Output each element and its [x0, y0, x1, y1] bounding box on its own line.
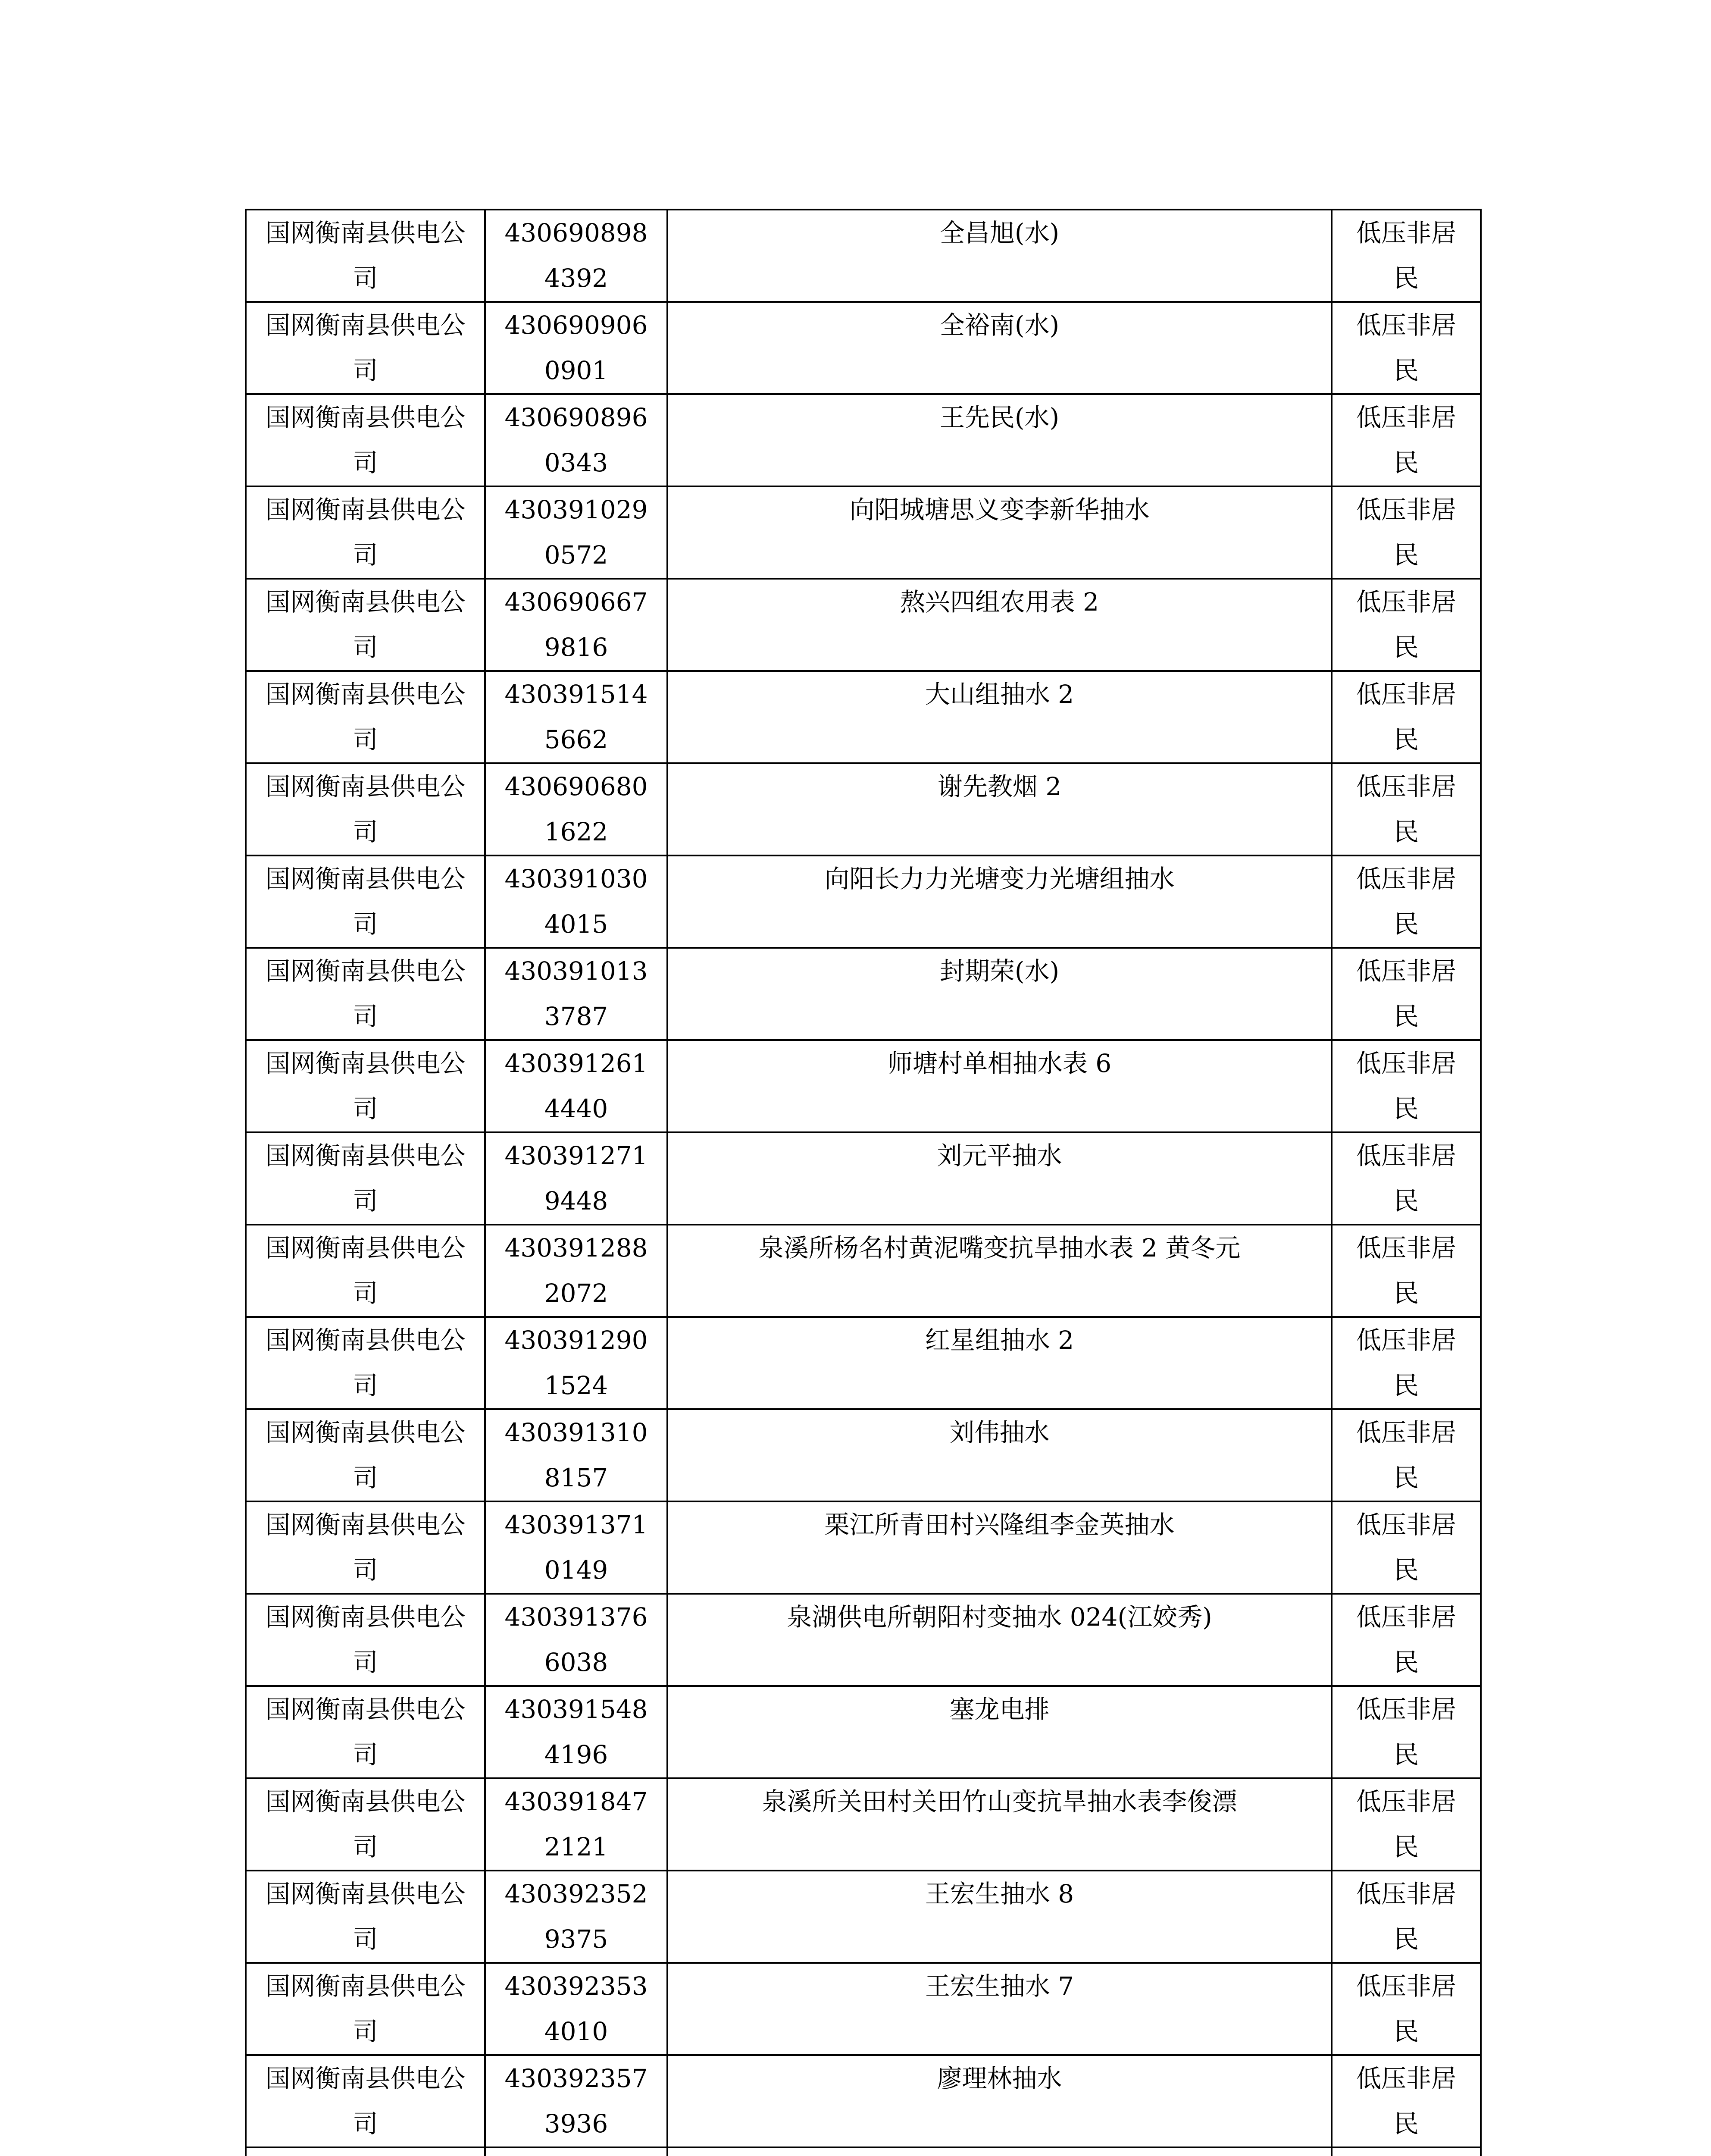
customer-name-cell-text: 泉湖供电所朝阳村变抽水 024(江姣秀)	[787, 1602, 1212, 1632]
customer-category-cell-text: 低压非居民	[1356, 495, 1456, 570]
customer-category-cell	[1332, 1594, 1481, 1686]
table-row	[246, 948, 1481, 1040]
customer-name-cell	[667, 1594, 1332, 1686]
customer-category-cell-text: 低压非居民	[1356, 1602, 1456, 1677]
company-cell	[246, 763, 485, 856]
customer-name-cell-text: 塞龙电排	[949, 1695, 1050, 1724]
account-number-cell	[485, 1132, 667, 1225]
customer-category-cell-text: 低压非居民	[1356, 1233, 1456, 1308]
company-cell	[246, 302, 485, 394]
company-cell	[246, 1963, 485, 2055]
customer-category-cell	[1332, 671, 1481, 763]
table-row	[246, 1409, 1481, 1501]
account-number-cell-text: 4306906801622	[504, 772, 648, 846]
customer-category-cell-text: 低压非居民	[1356, 310, 1456, 385]
customer-name-cell-text: 栗江所青田村兴隆组李金英抽水	[824, 1510, 1175, 1539]
account-number-cell-text: 4303912901524	[504, 1326, 648, 1400]
company-cell-text: 国网衡南县供电公司	[265, 1787, 466, 1861]
customer-category-cell	[1332, 1409, 1481, 1501]
account-number-cell	[485, 1409, 667, 1501]
customer-name-cell-text: 王宏生抽水 8	[925, 1879, 1074, 1908]
account-number-cell-text: 4303910133787	[504, 956, 648, 1031]
company-cell-text	[247, 2148, 484, 2156]
account-number-cell	[485, 763, 667, 856]
customer-category-cell	[1332, 2147, 1481, 2156]
customer-name-cell-text: 王宏生抽水 7	[925, 1971, 1074, 2001]
customer-name-cell	[667, 671, 1332, 763]
company-cell-text: 国网衡南县供电公司	[265, 680, 466, 754]
records-table	[245, 209, 1482, 2156]
company-cell	[246, 1594, 485, 1686]
customer-name-cell-text: 全昌旭(水)	[939, 218, 1060, 248]
customer-name-cell-text: 大山组抽水 2	[925, 680, 1074, 709]
table-row	[246, 1317, 1481, 1409]
customer-name-cell	[667, 1686, 1332, 1778]
customer-category-cell	[1332, 1778, 1481, 1871]
account-number-cell-text: 4303923529375	[504, 1879, 648, 1954]
account-number-cell-text: 4303913766038	[504, 1602, 648, 1677]
customer-category-cell-text: 低压非居民	[1356, 1510, 1456, 1585]
customer-name-cell-text: 向阳城塘思义变李新华抽水	[849, 495, 1150, 524]
company-cell-text: 国网衡南县供电公司	[265, 1695, 466, 1769]
account-number-cell	[485, 1594, 667, 1686]
customer-name-cell	[667, 2147, 1332, 2156]
company-cell	[246, 1686, 485, 1778]
company-cell	[246, 1501, 485, 1594]
account-number-cell-text: 4303913108157	[504, 1418, 648, 1492]
table-row	[246, 671, 1481, 763]
customer-category-cell-text: 低压非居民	[1356, 1787, 1456, 1861]
customer-name-cell-text: 谢先教烟 2	[937, 772, 1062, 801]
table-row	[246, 1501, 1481, 1594]
customer-name-cell	[667, 763, 1332, 856]
account-number-cell	[485, 1040, 667, 1132]
table-row	[246, 763, 1481, 856]
company-cell-text: 国网衡南县供电公司	[265, 1510, 466, 1585]
customer-name-cell-text: 廖理林抽水	[937, 2064, 1062, 2093]
customer-name-cell	[667, 1963, 1332, 2055]
account-number-cell-text: 4306906679816	[504, 587, 648, 662]
customer-name-cell-text: 刘元平抽水	[937, 1141, 1062, 1170]
customer-category-cell-text: 低压非居民	[1356, 1879, 1456, 1954]
company-cell-text: 国网衡南县供电公司	[265, 1879, 466, 1954]
company-cell-text: 国网衡南县供电公司	[265, 1971, 466, 2046]
company-cell-text: 国网衡南县供电公司	[265, 1418, 466, 1492]
customer-name-cell	[667, 1501, 1332, 1594]
account-number-cell-text: 4303913710149	[504, 1510, 648, 1585]
customer-category-cell-text: 低压非居民	[1356, 1418, 1456, 1492]
customer-name-cell-text: 向阳长力力光塘变力光塘组抽水	[824, 864, 1175, 893]
table-row	[246, 394, 1481, 486]
company-cell-text: 国网衡南县供电公司	[265, 956, 466, 1031]
company-cell	[246, 486, 485, 579]
account-number-cell-text: 4306908960343	[504, 403, 648, 477]
company-cell	[246, 2055, 485, 2147]
customer-name-cell-text: 全裕南(水)	[939, 310, 1060, 340]
account-number-cell-text: 4303912719448	[504, 1141, 648, 1216]
customer-category-cell-text: 低压非居民	[1356, 587, 1456, 662]
company-cell	[246, 1132, 485, 1225]
customer-name-cell	[667, 579, 1332, 671]
company-cell	[246, 671, 485, 763]
company-cell	[246, 2147, 485, 2156]
customer-name-cell	[667, 486, 1332, 579]
customer-name-cell	[667, 1778, 1332, 1871]
customer-category-cell	[1332, 1317, 1481, 1409]
account-number-cell	[485, 394, 667, 486]
table-row	[246, 1040, 1481, 1132]
customer-name-cell-text	[668, 2148, 1331, 2156]
customer-category-cell-text	[1333, 2148, 1480, 2156]
table-row	[246, 1594, 1481, 1686]
table-row	[246, 302, 1481, 394]
account-number-cell-text: 4303923534010	[504, 1971, 648, 2046]
account-number-cell	[485, 671, 667, 763]
customer-name-cell-text: 师塘村单相抽水表 6	[887, 1049, 1112, 1078]
company-cell-text: 国网衡南县供电公司	[265, 1049, 466, 1123]
company-cell	[246, 579, 485, 671]
account-number-cell	[485, 1871, 667, 1963]
company-cell-text: 国网衡南县供电公司	[265, 1602, 466, 1677]
customer-category-cell	[1332, 1501, 1481, 1594]
account-number-cell	[485, 210, 667, 302]
customer-category-cell	[1332, 486, 1481, 579]
company-cell	[246, 1409, 485, 1501]
account-number-cell-text: 4303923573936	[504, 2064, 648, 2138]
account-number-cell-text: 4303918472121	[504, 1787, 648, 1861]
customer-category-cell-text: 低压非居民	[1356, 680, 1456, 754]
customer-category-cell	[1332, 856, 1481, 948]
company-cell	[246, 1778, 485, 1871]
account-number-cell	[485, 948, 667, 1040]
customer-name-cell-text: 红星组抽水 2	[925, 1326, 1074, 1355]
table-row	[246, 1778, 1481, 1871]
customer-name-cell	[667, 210, 1332, 302]
customer-category-cell	[1332, 210, 1481, 302]
customer-name-cell	[667, 2055, 1332, 2147]
customer-category-cell-text: 低压非居民	[1356, 1141, 1456, 1216]
customer-category-cell	[1332, 1132, 1481, 1225]
account-number-cell	[485, 1686, 667, 1778]
account-number-cell-text: 4303912882072	[504, 1233, 648, 1308]
customer-category-cell	[1332, 579, 1481, 671]
customer-category-cell	[1332, 1686, 1481, 1778]
customer-category-cell	[1332, 763, 1481, 856]
customer-category-cell-text: 低压非居民	[1356, 1049, 1456, 1123]
account-number-cell	[485, 486, 667, 579]
table-row	[246, 2147, 1481, 2156]
account-number-cell	[485, 1317, 667, 1409]
company-cell-text: 国网衡南县供电公司	[265, 1326, 466, 1400]
customer-category-cell-text: 低压非居民	[1356, 864, 1456, 939]
company-cell	[246, 948, 485, 1040]
customer-name-cell-text: 王先民(水)	[939, 403, 1060, 432]
company-cell-text: 国网衡南县供电公司	[265, 218, 466, 293]
customer-name-cell	[667, 1040, 1332, 1132]
customer-name-cell	[667, 1317, 1332, 1409]
table-row	[246, 1686, 1481, 1778]
account-number-cell	[485, 1501, 667, 1594]
company-cell-text: 国网衡南县供电公司	[265, 495, 466, 570]
customer-name-cell	[667, 302, 1332, 394]
customer-category-cell-text: 低压非居民	[1356, 403, 1456, 477]
customer-name-cell	[667, 1871, 1332, 1963]
customer-name-cell	[667, 1409, 1332, 1501]
account-number-cell-text: 4303912614440	[504, 1049, 648, 1123]
customer-category-cell	[1332, 1225, 1481, 1317]
customer-name-cell	[667, 1225, 1332, 1317]
account-number-cell-text: 4306908984392	[504, 218, 648, 293]
customer-name-cell	[667, 948, 1332, 1040]
company-cell	[246, 1871, 485, 1963]
customer-category-cell-text: 低压非居民	[1356, 1695, 1456, 1769]
company-cell	[246, 856, 485, 948]
account-number-cell-text: 4303915145662	[504, 680, 648, 754]
customer-category-cell-text: 低压非居民	[1356, 1326, 1456, 1400]
customer-category-cell	[1332, 302, 1481, 394]
customer-category-cell-text: 低压非居民	[1356, 218, 1456, 293]
records-table-body	[246, 210, 1481, 2156]
table-row	[246, 1225, 1481, 1317]
account-number-cell	[485, 1225, 667, 1317]
company-cell-text: 国网衡南县供电公司	[265, 772, 466, 846]
account-number-cell-text: 4303915484196	[504, 1695, 648, 1769]
account-number-cell	[485, 2055, 667, 2147]
customer-category-cell	[1332, 1871, 1481, 1963]
customer-name-cell-text: 封期荣(水)	[939, 956, 1060, 986]
table-row	[246, 1871, 1481, 1963]
customer-category-cell	[1332, 394, 1481, 486]
table-row	[246, 1963, 1481, 2055]
customer-category-cell	[1332, 948, 1481, 1040]
company-cell-text: 国网衡南县供电公司	[265, 403, 466, 477]
company-cell-text: 国网衡南县供电公司	[265, 2064, 466, 2138]
company-cell	[246, 210, 485, 302]
account-number-cell	[485, 1778, 667, 1871]
account-number-cell	[485, 302, 667, 394]
customer-name-cell-text: 泉溪所关田村关田竹山变抗旱抽水表李俊漂	[762, 1787, 1237, 1816]
customer-name-cell	[667, 856, 1332, 948]
customer-name-cell-text: 刘伟抽水	[949, 1418, 1050, 1447]
customer-name-cell	[667, 1132, 1332, 1225]
account-number-cell	[485, 579, 667, 671]
company-cell-text: 国网衡南县供电公司	[265, 310, 466, 385]
customer-category-cell-text: 低压非居民	[1356, 772, 1456, 846]
table-row	[246, 486, 1481, 579]
account-number-cell-text: 4303910290572	[504, 495, 648, 570]
account-number-cell	[485, 2147, 667, 2156]
customer-category-cell	[1332, 1963, 1481, 2055]
account-number-cell	[485, 856, 667, 948]
table-row	[246, 579, 1481, 671]
customer-category-cell-text: 低压非居民	[1356, 1971, 1456, 2046]
customer-category-cell-text: 低压非居民	[1356, 2064, 1456, 2138]
company-cell-text: 国网衡南县供电公司	[265, 587, 466, 662]
customer-category-cell-text: 低压非居民	[1356, 956, 1456, 1031]
customer-category-cell	[1332, 2055, 1481, 2147]
table-row	[246, 856, 1481, 948]
company-cell	[246, 1317, 485, 1409]
customer-name-cell-text: 泉溪所杨名村黄泥嘴变抗旱抽水表 2 黄冬元	[758, 1233, 1241, 1263]
table-row	[246, 210, 1481, 302]
company-cell	[246, 394, 485, 486]
account-number-cell-text	[486, 2148, 666, 2156]
customer-name-cell-text: 熬兴四组农用表 2	[900, 587, 1099, 617]
company-cell	[246, 1040, 485, 1132]
company-cell-text: 国网衡南县供电公司	[265, 864, 466, 939]
account-number-cell-text: 4306909060901	[504, 310, 648, 385]
table-row	[246, 1132, 1481, 1225]
company-cell	[246, 1225, 485, 1317]
customer-name-cell	[667, 394, 1332, 486]
company-cell-text: 国网衡南县供电公司	[265, 1233, 466, 1308]
table-row	[246, 2055, 1481, 2147]
customer-category-cell	[1332, 1040, 1481, 1132]
company-cell-text: 国网衡南县供电公司	[265, 1141, 466, 1216]
account-number-cell	[485, 1963, 667, 2055]
account-number-cell-text: 4303910304015	[504, 864, 648, 939]
